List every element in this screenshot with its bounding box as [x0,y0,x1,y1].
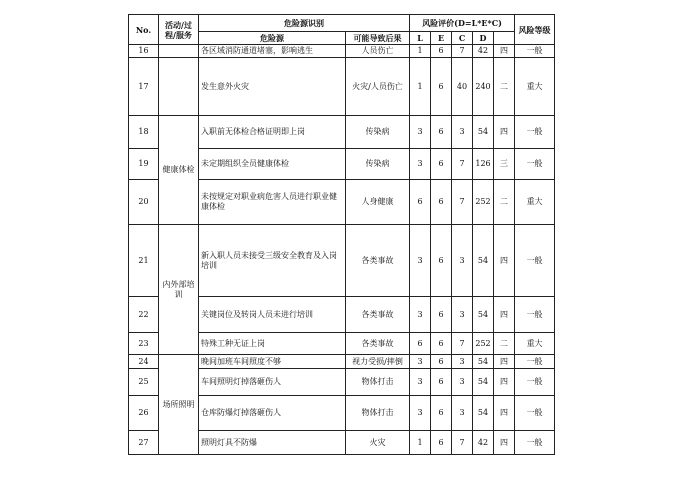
level-cell: 一般 [515,225,555,297]
l-cell: 3 [410,297,431,333]
hazard-cell: 各区域消防通道堵塞，影响逃生 [199,45,346,58]
level-cell: 一般 [515,149,555,180]
level-cell: 一般 [515,431,555,455]
e-cell: 6 [431,180,452,225]
d-cell: 54 [473,355,494,369]
d-cell: 42 [473,45,494,58]
c-cell: 3 [452,396,473,431]
grade-cell: 四 [494,355,515,369]
row-no: 19 [129,149,159,180]
header-activity: 活动/过程/服务 [159,15,199,45]
header-no: No. [129,15,159,45]
activity-group-health-check: 健康体检 [159,116,199,225]
table-row [129,58,555,116]
level-cell: 重大 [515,180,555,225]
risk-assessment-table [128,14,555,455]
level-cell: 一般 [515,369,555,396]
hazard-cell: 晚间加班车间照度不够 [199,355,346,369]
e-cell: 6 [431,369,452,396]
d-cell: 54 [473,297,494,333]
e-cell: 6 [431,431,452,455]
header-hazard: 危险源 [199,32,346,45]
level-cell: 重大 [515,58,555,116]
header-l: L [410,32,431,45]
grade-cell: 四 [494,225,515,297]
e-cell: 6 [431,355,452,369]
l-cell: 3 [410,369,431,396]
c-cell: 40 [452,58,473,116]
consequence-cell: 传染病 [346,149,410,180]
e-cell: 6 [431,396,452,431]
level-cell: 一般 [515,297,555,333]
e-cell: 6 [431,45,452,58]
d-cell: 126 [473,149,494,180]
row-no: 16 [129,45,159,58]
row-no: 25 [129,369,159,396]
row-no: 24 [129,355,159,369]
row-no: 20 [129,180,159,225]
e-cell: 6 [431,297,452,333]
consequence-cell: 视力受损/摔倒 [346,355,410,369]
header-risk-evaluation: 风险评价(D=L*E*C) [410,15,515,32]
table-row [129,355,555,369]
hazard-cell: 特殊工种无证上岗 [199,333,346,355]
grade-cell: 四 [494,431,515,455]
c-cell: 7 [452,45,473,58]
level-cell: 一般 [515,116,555,149]
row-no: 22 [129,297,159,333]
consequence-cell: 物体打击 [346,369,410,396]
e-cell: 6 [431,116,452,149]
grade-cell: 三 [494,149,515,180]
table-row [129,116,555,149]
consequence-cell: 各类事故 [346,225,410,297]
grade-cell: 四 [494,297,515,333]
activity-group-lighting: 场所照明 [159,355,199,455]
grade-cell: 四 [494,369,515,396]
row-no: 17 [129,58,159,116]
e-cell: 6 [431,225,452,297]
c-cell: 7 [452,333,473,355]
level-cell: 一般 [515,355,555,369]
d-cell: 54 [473,116,494,149]
consequence-cell: 火灾 [346,431,410,455]
grade-cell: 四 [494,396,515,431]
table-row [129,45,555,58]
l-cell: 3 [410,116,431,149]
level-cell: 重大 [515,333,555,355]
l-cell: 1 [410,45,431,58]
d-cell: 54 [473,225,494,297]
consequence-cell: 人员伤亡 [346,45,410,58]
header-e: E [431,32,452,45]
row-no: 21 [129,225,159,297]
header-consequence: 可能导致后果 [346,32,410,45]
hazard-cell: 车间照明灯掉落砸伤人 [199,369,346,396]
hazard-cell: 未按规定对职业病危害人员进行职业健康体检 [199,180,346,225]
d-cell: 252 [473,333,494,355]
c-cell: 3 [452,369,473,396]
grade-cell: 二 [494,58,515,116]
c-cell: 7 [452,149,473,180]
hazard-cell: 未定期组织全员健康体检 [199,149,346,180]
e-cell: 6 [431,58,452,116]
header-hazard-identification: 危险源识别 [199,15,410,32]
header-c: C [452,32,473,45]
c-cell: 3 [452,355,473,369]
header-grade [494,32,515,45]
activity-cell [159,45,199,58]
c-cell: 3 [452,297,473,333]
l-cell: 3 [410,225,431,297]
grade-cell: 四 [494,116,515,149]
c-cell: 7 [452,431,473,455]
activity-cell [159,58,199,116]
hazard-cell: 关键岗位及转岗人员未进行培训 [199,297,346,333]
hazard-cell: 发生意外火灾 [199,58,346,116]
d-cell: 252 [473,180,494,225]
level-cell: 一般 [515,45,555,58]
e-cell: 6 [431,333,452,355]
row-no: 26 [129,396,159,431]
c-cell: 7 [452,180,473,225]
consequence-cell: 火灾/人员伤亡 [346,58,410,116]
level-cell: 一般 [515,396,555,431]
l-cell: 3 [410,396,431,431]
hazard-cell: 入职前无体检合格证明即上岗 [199,116,346,149]
consequence-cell: 人身健康 [346,180,410,225]
hazard-cell: 新入职人员未接受三级安全教育及入岗培训 [199,225,346,297]
header-d: D [473,32,494,45]
grade-cell: 二 [494,180,515,225]
table-row [129,225,555,297]
row-no: 18 [129,116,159,149]
l-cell: 1 [410,431,431,455]
header-risk-level: 风险等级 [515,15,555,45]
row-no: 23 [129,333,159,355]
e-cell: 6 [431,149,452,180]
l-cell: 1 [410,58,431,116]
consequence-cell: 各类事故 [346,333,410,355]
activity-group-training: 内外部培训 [159,225,199,355]
d-cell: 240 [473,58,494,116]
d-cell: 54 [473,396,494,431]
l-cell: 3 [410,355,431,369]
d-cell: 54 [473,369,494,396]
consequence-cell: 物体打击 [346,396,410,431]
hazard-cell: 照明灯具不防爆 [199,431,346,455]
grade-cell: 二 [494,333,515,355]
l-cell: 6 [410,333,431,355]
c-cell: 3 [452,225,473,297]
d-cell: 42 [473,431,494,455]
l-cell: 6 [410,180,431,225]
consequence-cell: 传染病 [346,116,410,149]
grade-cell: 四 [494,45,515,58]
consequence-cell: 各类事故 [346,297,410,333]
hazard-cell: 仓库防爆灯掉落砸伤人 [199,396,346,431]
l-cell: 3 [410,149,431,180]
c-cell: 3 [452,116,473,149]
row-no: 27 [129,431,159,455]
